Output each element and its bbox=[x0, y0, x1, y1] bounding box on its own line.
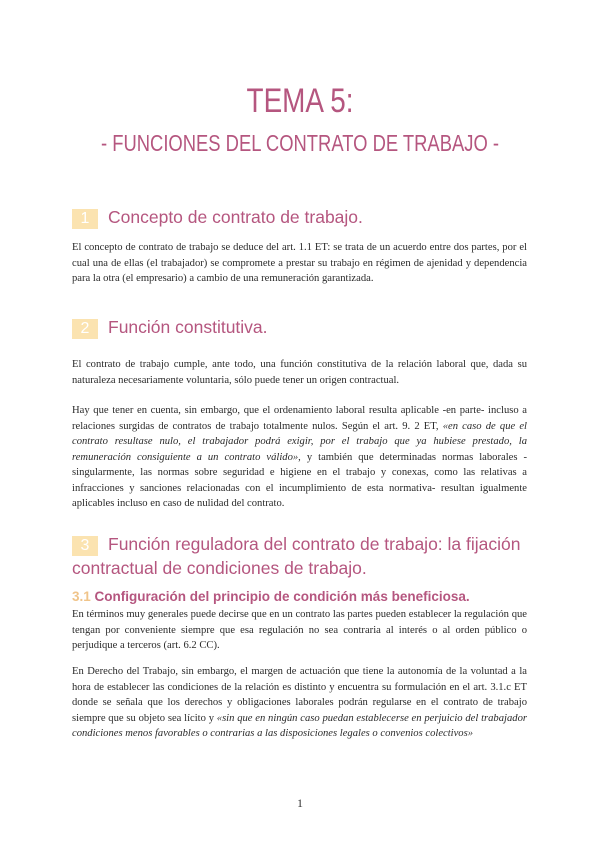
section-2-paragraph-2 bbox=[72, 403, 527, 512]
page-number: 1 bbox=[297, 796, 303, 810]
section-number-badge: 3 bbox=[72, 536, 98, 556]
section-1-heading bbox=[72, 205, 540, 229]
section-heading-text: Función constitutiva. bbox=[108, 317, 268, 337]
page-subtitle: - FUNCIONES DEL CONTRATO DE TRABAJO - bbox=[100, 130, 500, 156]
section-number-badge: 1 bbox=[72, 209, 98, 229]
section-2-heading bbox=[72, 315, 540, 339]
subsection-3-1-paragraph-1: En términos muy generales puede decirse que en un contrato las partes pueden establecer la regulación que tengan por conveniente siempre que esa regulación no sea contraria al interés o al orden público o perjudique a terceros (art. 6.2 CC). bbox=[72, 609, 527, 651]
legal-quote: «en caso de que el contrato resultase nulo, el trabajador podrá exigir, por el trabajo que ya hubiese prestado, la remuneración consiguiente a un contrato válido» bbox=[72, 420, 527, 463]
text-run: En Derecho del Trabajo, sin embargo, el margen de actuación que tiene la autonomía de la voluntad a la hora de establecer las condiciones de la relación es distinto y encuentra su formulación en el art. 3.1.c ET donde se señala que los derechos y obligaciones laborales podrán regularse en el contrato de trabajo siempre que su objeto sea lícito y bbox=[72, 666, 527, 724]
subsection-number: 3.1 bbox=[72, 589, 91, 604]
section-heading-text: Concepto de contrato de trabajo. bbox=[108, 207, 363, 227]
section-3-heading bbox=[72, 532, 540, 580]
subsection-3-1-paragraph-2 bbox=[72, 664, 527, 742]
page-title: TEMA 5: bbox=[246, 82, 354, 120]
section-heading-text: Función reguladora del contrato de trabajo: la fijación bbox=[108, 534, 521, 554]
subsection-heading-text: Configuración del principio de condición más beneficiosa. bbox=[94, 589, 470, 604]
section-2-paragraph-1: El contrato de trabajo cumple, ante todo, una función constitutiva de la relación laboral que, dada su naturaleza necesariamente voluntaria, sólo puede tener un origen contractual. bbox=[72, 359, 527, 386]
section-number-badge: 2 bbox=[72, 319, 98, 339]
subsection-3-1-heading bbox=[72, 589, 540, 604]
section-heading-text-line2: contractual de condiciones de trabajo. bbox=[72, 558, 367, 578]
legal-quote: «sin que en ningún caso puedan establecerse en perjuicio del trabajador condiciones menos favorables o contrarias a las disposiciones legales o convenios colectivos» bbox=[72, 712, 527, 739]
text-run: , y también que determinadas normas laborales -singularmente, las normas sobre seguridad e higiene en el trabajo y conexas, como las relativas a infracciones y sanciones relacionadas con el incumplimiento de esta normativa- resultan igualmente aplicables incluso en caso de nulidad del contrato. bbox=[72, 451, 527, 509]
section-1-paragraph: El concepto de contrato de trabajo se deduce del art. 1.1 ET: se trata de un acuerdo entre dos partes, por el cual una de ellas (el trabajador) se compromete a prestar su trabajo en régimen de ajenidad y dependencia para la otra (el empresario) a cambio de una remuneración garantizada. bbox=[72, 242, 527, 284]
text-run: Hay que tener en cuenta, sin embargo, que el ordenamiento laboral resulta aplicable -en parte- incluso a relaciones surgidas de contratos de trabajo totalmente nulos. Según el art. 9. 2 ET, bbox=[72, 405, 527, 432]
